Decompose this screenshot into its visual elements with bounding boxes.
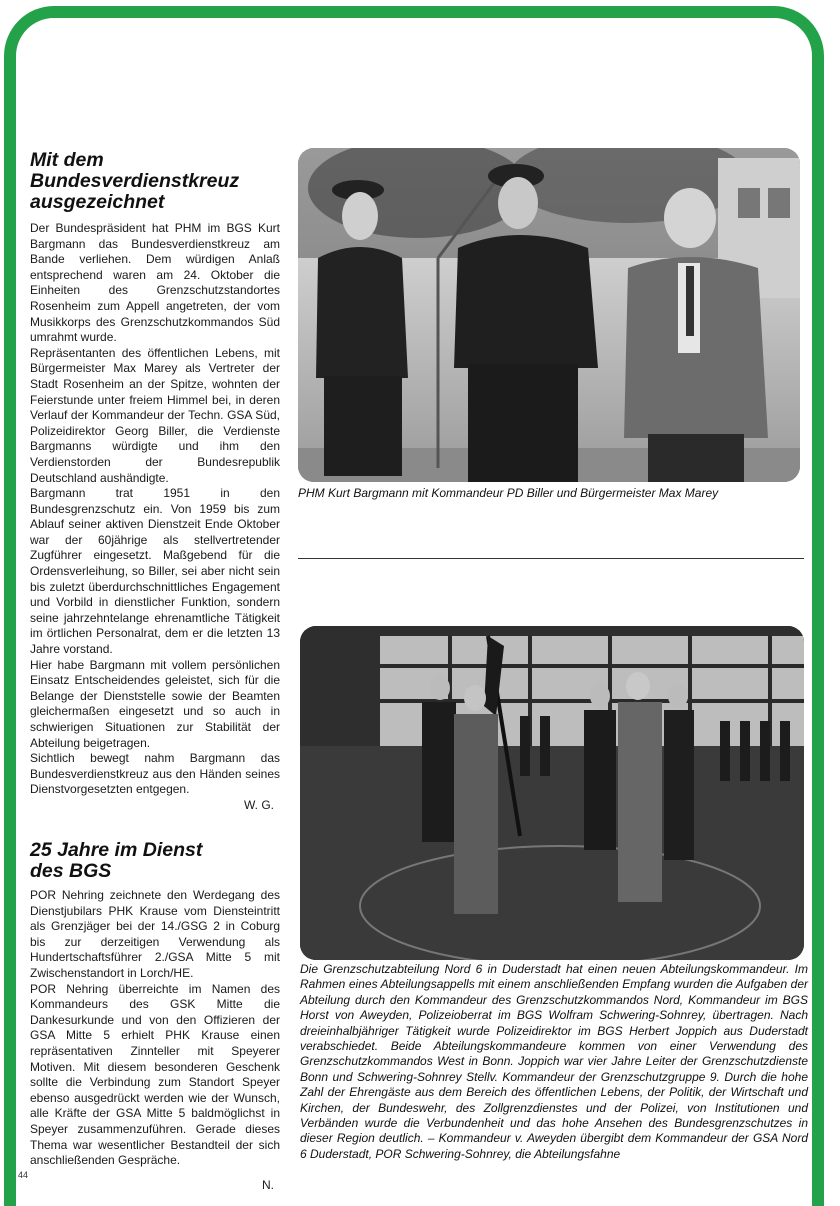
section-divider [298, 558, 804, 559]
article2-body [30, 888, 280, 1169]
paragraph: POR Nehring zeichnete den Werdegang des Dienstjubilars PHK Krause vom Diensteintritt als Grenzjäger bei der 14./GSG 2 in Coburg bis zur derzeitigen Verwendung als Hundertschaftsführer 2./GSA Mitte 5 mit Zwischenstandort in Lorch/HE. [30, 888, 280, 980]
article1-body [30, 221, 280, 798]
article2-headline [30, 840, 280, 882]
article2-signature: N. [262, 1178, 274, 1192]
ceremony-photo-image [298, 148, 800, 482]
photo2-caption: Die Grenzschutzabteilung Nord 6 in Duderstadt hat einen neuen Abteilungskommandeur. Im Rahmen eines Abteilungsappells mit einem anschließenden Empfang wurden die Aufgaben der Abteilung durch den Kommandeur des Grenzschutzkommandos Nord, Kommandeur im BGS Horst von Aweyden, Polizeioberrat im BGS Wolfram Schwering-Sohnrey, übertragen. Nach dreieinhalbjähriger Tätigkeit wurde Polizeidirektor im BGS Herbert Joppich aus Duderstadt verabschiedet. Beide Abteilungskommandeure kommen von einer Verwendung des Grenzschutzkommandos West in Bonn. Joppich war vier Jahre Leiter der Grenzschutzdienste Bonn und Schwering-Sohnrey Stellv. Kommandeur der Grenzschutzgruppe 9. Durch die hohe Zahl der Ehrengäste aus dem Bereich des öffentlichen Lebens, der Politik, der Wirtschaft und Kirchen, der Bundeswehr, des Zollgrenzdienstes und der Polizei, von Institutionen und Verbänden wurde die Verbundenheit und das hohe Ansehen des Bundesgrenzschutzes in dieser Region deutlich. – Kommandeur v. Aweyden übergibt dem Kommandeur der GSA Nord 6 Duderstadt, POR Schwering-Sohnrey, die Abteilungsfahne [300, 962, 808, 1161]
page-number: 44 [18, 1170, 29, 1180]
photo-flag-handover [300, 626, 804, 960]
paragraph: Repräsentanten des öffentlichen Lebens, mit Bürgermeister Max Marey als Vertreter der Stadt Rosenheim an der Spitze, wohnten der Feierstunde unter freiem Himmel bei, in deren Verlauf der Kommandeur der Techn. GSA Süd, Polizeidirektor Georg Biller, die Verdienste Bargmanns würdigte und ihm den Verdienstorden der Bundesrepublik Deutschland aushändigte. [30, 345, 280, 485]
article1-headline [30, 150, 280, 213]
article-bundesverdienstkreuz [30, 150, 280, 812]
article-25-jahre [30, 840, 280, 1192]
hall-photo-image [300, 626, 804, 960]
paragraph: Hier habe Bargmann mit vollem persönlichen Einsatz Entscheidendes geleistet, sich für die Belange der Dienststelle sowie der Beamten gleichermaßen eingesetzt und so auch in schwierigen Situationen zur Stabilität der Abteilung beigetragen. [30, 657, 280, 750]
photo1-caption: PHM Kurt Bargmann mit Kommandeur PD Biller und Bürgermeister Max Marey [298, 486, 719, 500]
photo-award-ceremony [298, 148, 800, 482]
headline-line: des BGS [30, 860, 112, 882]
paragraph: Sichtlich bewegt nahm Bargmann das Bundesverdienstkreuz aus den Händen seines Dienstvorgesetzten entgegen. [30, 751, 280, 797]
headline-line: 25 Jahre im Dienst [30, 839, 203, 861]
paragraph: POR Nehring überreichte im Namen des Kommandeurs des GSK Mitte die Dankesurkunde und von den Offizieren der GSA Mitte 5 erhielt PHK Krause einen repräsentativen Zinnteller mit Speyerer Motiven. Mit diesem besonderen Geschenk sollte die Verbindung zum Standort Speyer ebenso ausgedrückt werden wie der Wunsch, alle Kräfte der GSA Mitte 5 baldmöglichst in Speyer zusammenzuführen. Gerade dieses Thema war wesentlicher Bestandteil der sich anschließenden Gespräche. [30, 981, 280, 1168]
article1-signature: W. G. [244, 797, 274, 812]
paragraph: Bargmann trat 1951 in den Bundesgrenzschutz ein. Von 1959 bis zum Ablauf seiner aktiven Dienstzeit Ende Oktober war der 60jährige als stellvertretender Zugführer eingesetzt. Maßgebend für die Ordensverleihung, so Biller, sei aber nicht sein bis zuletzt überdurchschnittliches Engagement und Vorbild in dienstlicher Funktion, sondern seine jahrzehntelange ehrenamtliche Tätigkeit im örtlichen Personalrat, dem er die letzten 13 Jahre vorstand. [30, 486, 280, 657]
headline-line: Mit dem [30, 149, 104, 171]
headline-line: ausgezeichnet [30, 191, 165, 213]
paragraph: Der Bundespräsident hat PHM im BGS Kurt Bargmann das Bundesverdienstkreuz am Bande verliehen. Dem würdigen Anlaß entsprechend waren am 24. Oktober die Einheiten des Grenzschutzstandortes Rosenheim zum Appell angetreten, der vom Musikkorps des Grenzschutzkommandos Süd umrahmt wurde. [30, 221, 280, 345]
headline-line: Bundesverdienstkreuz [30, 170, 240, 192]
